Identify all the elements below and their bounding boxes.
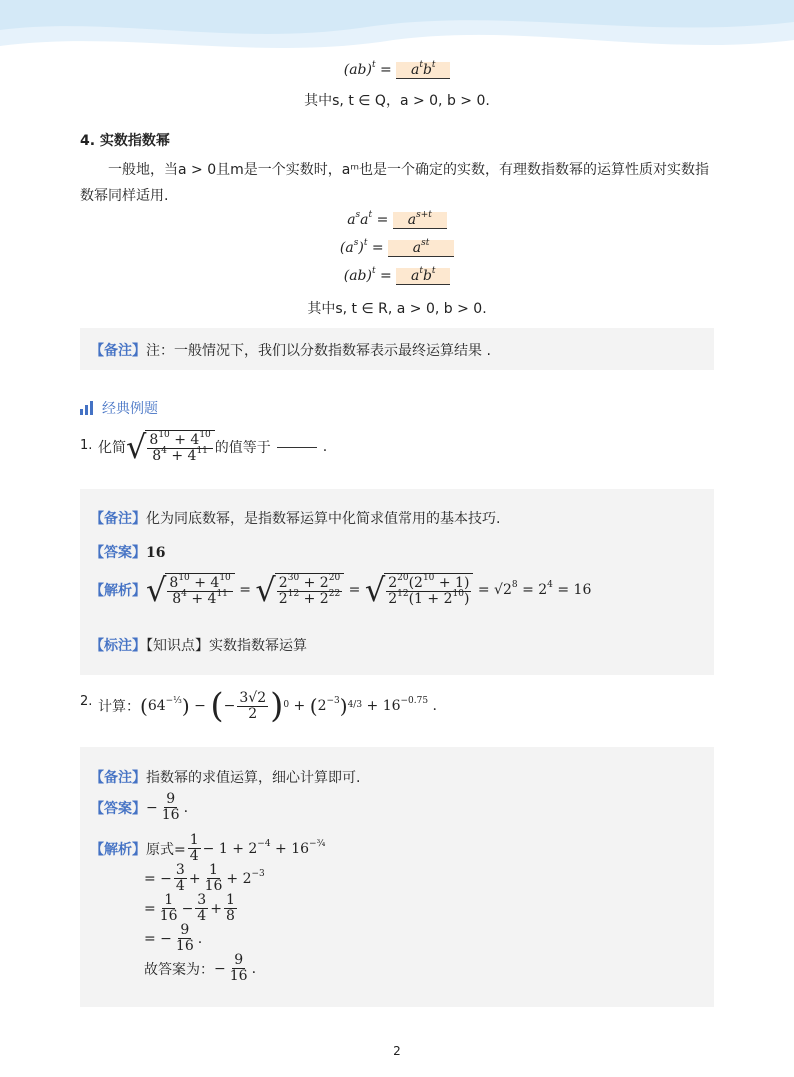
header-wave-decoration (0, 0, 794, 58)
answer-blank (277, 447, 317, 448)
q1-suffix: 的值等于 (214, 440, 271, 456)
q1-solution: 【解析】 √ $\frac{8^{10} + 4^{10}}{8^4 + 4^{11}}$ = √ $\frac{2^{30} + 2^{20}}{2^{12} + 2^{22}}$ = √ $\frac{2^{20}(2^{10} + 1)}{2^{12}(1 + 2^{10})}$ = $√2^8 = 2^4 = 16$ (90, 571, 592, 609)
q2-solution-line-2: = − $\frac{3}{4}$ + $\frac{1}{16}$ + $2^{-3}$ (144, 862, 265, 894)
solution-tag: 【解析】 (90, 583, 146, 599)
answer-tag: 【答案】 (90, 800, 146, 817)
note-text: 化为同底数幂，是指数幂运算中化简求值常用的基本技巧. (146, 511, 501, 527)
formula-2: $(a^s)^t = a^{st}$ (0, 240, 794, 257)
answer-value: 16 (146, 545, 166, 561)
question-1-stem (98, 430, 327, 464)
question-1-number: 1. (80, 438, 93, 453)
q1-end: . (322, 439, 328, 455)
q2-solution-line-1: 【解析】 原式= $\frac{1}{4}$ − $1 + 2^{-4} + 16^{-\frac{3}{4}}$ (90, 832, 326, 864)
q2-solution-line-3: = $\frac{1}{16}$ − $\frac{3}{4}$ + $\frac{1}{8}$ (144, 892, 235, 924)
examples-section-header (80, 398, 158, 418)
mark-tag: 【标注】 (90, 638, 146, 654)
q2-answer: 【答案】 − $\frac{9}{16}$ . (90, 791, 189, 823)
solution-start: 原式= (146, 841, 186, 858)
q2-solution-line-4: = − $\frac{9}{16}$ . (144, 922, 203, 954)
note-text: 注：一般情况下，我们以分数指数幂表示最终运算结果 . (146, 343, 491, 359)
mark-text: 【知识点】实数指数幂运算 (146, 638, 307, 654)
q2-final-answer: 故答案为： − $\frac{9}{16}$ . (144, 952, 257, 984)
q2-note (90, 767, 360, 787)
formula-3: $(ab)^t = a^tb^t$ (0, 268, 794, 285)
formula-ab-t-rational: $(ab)^t = a^tb^t$ (0, 62, 794, 79)
bar-chart-icon (80, 401, 94, 415)
note-box-1 (80, 328, 714, 370)
note-text: 指数幂的求值运算，细心计算即可. (146, 770, 361, 786)
answer-blank: $a^tb^t$ (396, 62, 450, 79)
formula-3-answer: $a^tb^t$ (396, 268, 450, 285)
q1-note (90, 508, 500, 528)
page-number: 2 (393, 1044, 401, 1058)
condition-real: 其中s, t ∈ R, a > 0, b > 0. (307, 301, 487, 317)
final-text: 故答案为： (144, 961, 214, 978)
question-2-number: 2. (80, 694, 93, 709)
q2-prefix: 计算： (98, 699, 140, 715)
note-tag: 【备注】 (90, 511, 146, 527)
condition-rational: 其中s, t ∈ Q，a > 0, b > 0. (304, 93, 490, 109)
note-tag: 【备注】 (90, 343, 146, 359)
note-tag: 【备注】 (90, 770, 146, 786)
examples-title: 经典例题 (102, 401, 158, 417)
q1-answer (90, 542, 165, 562)
section-4-paragraph: 一般地，当a > 0且m是一个实数时，aᵐ也是一个确定的实数，有理数指数幂的运算性质对实数指数幂同样适用. (80, 162, 710, 204)
section-4-title: 4. 实数指数幂 (80, 133, 170, 149)
answer-tag: 【答案】 (90, 545, 146, 561)
formula-1-answer: $a^{s+t}$ (393, 212, 447, 229)
formula-2-answer: $a^{st}$ (388, 240, 454, 257)
q1-mark (90, 635, 307, 655)
sqrt-expression: √ $\frac{8^{10} + 4^{10}}{8^4 + 4^{11}}$ (126, 430, 215, 464)
formula-1: $a^sa^t = a^{s+t}$ (0, 212, 794, 229)
solution-tag: 【解析】 (90, 841, 146, 858)
q1-prefix: 化简 (98, 440, 126, 456)
question-2-stem: 计算： ( $64^{-\frac{1}{3}}$ ) − ( − $\frac{3√2}{2}$ ) $^0$ + ( $2^{-3}$ ) $^{4/3}$ + $16^{-0.75}$ . (98, 686, 438, 726)
